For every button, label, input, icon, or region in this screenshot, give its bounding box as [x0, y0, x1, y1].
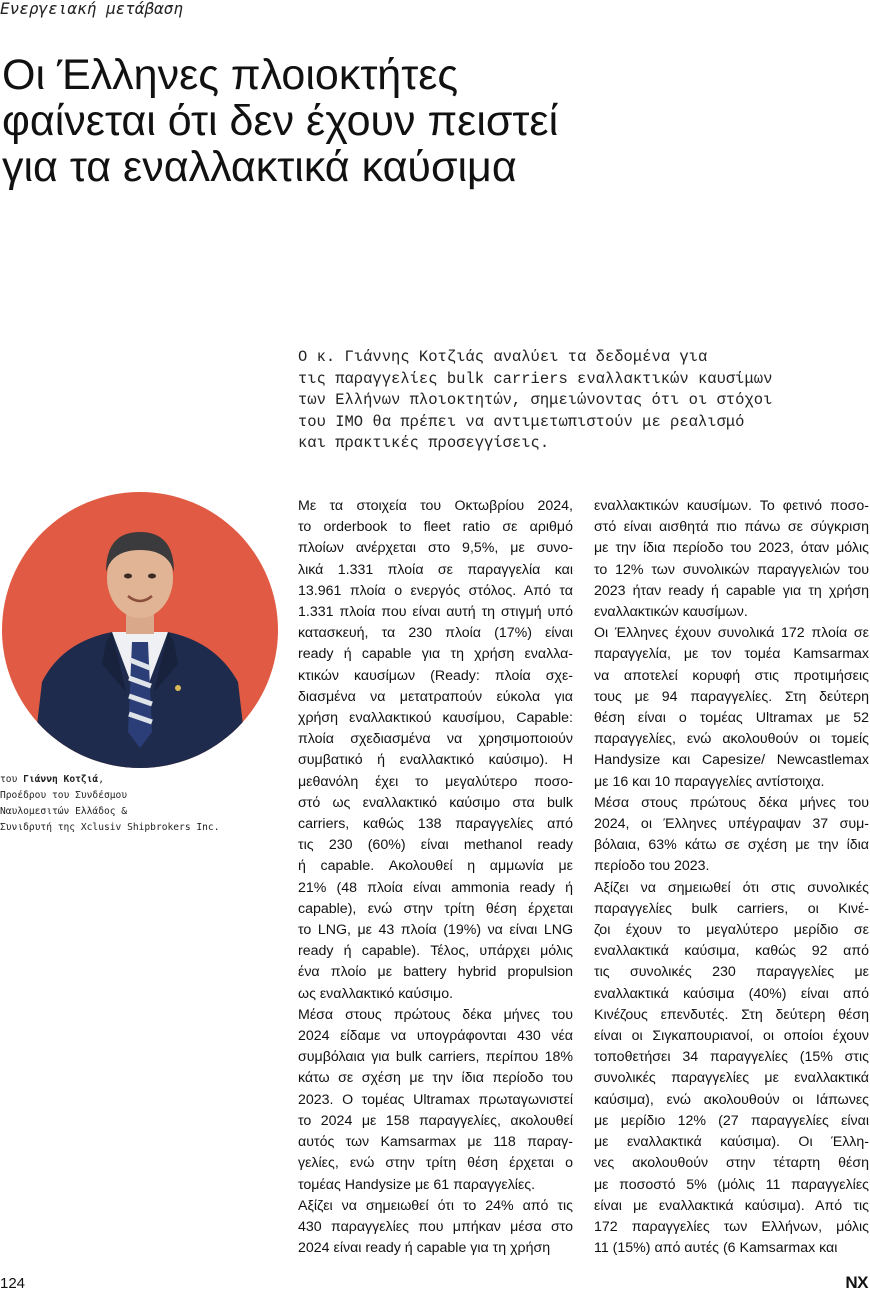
caption-role-line: Συνιδρυτή της Xclusiv Shipbrokers Inc.	[0, 822, 220, 833]
portrait-illustration	[2, 492, 278, 768]
body-text-line: γελίες, ενώ στην τρίτη θέση έρχεται ο	[298, 1155, 573, 1172]
body-text-line: νες ακολουθούν στην τέταρτη θέση	[594, 1155, 869, 1172]
caption-author-name: Γιάννη Κοτζιά	[23, 774, 99, 785]
article-headline	[2, 52, 862, 190]
lead-line: και πρακτικές προσεγγίσεις.	[298, 434, 550, 452]
body-text-line: 2023. Ο τομέας Ultramax πρωταγωνιστεί	[298, 1091, 573, 1108]
body-text-line: να αποτελεί κορυφή στις προτιμήσεις	[594, 667, 869, 684]
body-text-line: carriers, καθώς 138 παραγγελίες από	[298, 816, 573, 833]
body-text-line: συμβατικό ή εναλλακτικό καύσιμο). Η	[298, 752, 573, 769]
body-text-line: capable), ενώ στην τρίτη θέση έρχεται	[298, 900, 573, 917]
article-lead	[298, 347, 858, 455]
body-text-line: με 16 και 10 παραγγελίες αντίστοιχα.	[594, 773, 825, 790]
body-text-line: καύσιμα), ενώ ακολουθούν οι Ιάπωνες	[594, 1091, 869, 1108]
body-text-line: το 12% των συνολικών παραγγελιών του	[594, 561, 869, 578]
headline-line: φαίνεται ότι δεν έχουν πειστεί	[2, 97, 559, 145]
body-text-line: ως εναλλακτικό καύσιμο.	[298, 985, 454, 1002]
body-text-line: Κινέζους επενδυτές. Στη δεύτερη θέση	[594, 1006, 869, 1023]
article-column-right	[594, 496, 869, 1259]
body-text-line: Αξίζει να σημειωθεί ότι στις συνολικές	[594, 879, 869, 896]
body-text-line: κάτω σε σχέση με την ίδια περίοδο του	[298, 1070, 573, 1087]
body-text-line: συμβόλαια για bulk carriers, περίπου 18%	[298, 1049, 573, 1066]
body-text-line: πλοίων ανέρχεται στο 9,5%, με συνο-	[298, 540, 573, 557]
body-text-line: αυτός των Kamsarmax με 118 παραγ-	[298, 1134, 573, 1151]
body-text-line: 21% (48 πλοία είναι ammonia ready ή	[298, 879, 573, 896]
body-text-line: εναλλακτικά καύσιμα, καθώς 92 από	[594, 943, 869, 960]
lead-line: του IMO θα πρέπει να αντιμετωπιστούν με ρεαλισμό	[298, 412, 745, 431]
body-text-line: ζοι έχουν το μεγαλύτερο μερίδιο σε	[594, 922, 869, 939]
body-text-line: Με τα στοιχεία του Οκτωβρίου 2024,	[298, 498, 573, 514]
body-text-line: τις 230 (60%) είναι methanol ready	[298, 837, 573, 854]
body-text-line: κτικών καυσίμων (Ready: πλοία σχε-	[298, 667, 573, 684]
lead-line: των Ελλήνων πλοιοκτητών, σημειώνοντας ότι οι στόχοι	[298, 391, 773, 409]
article-column-left	[298, 496, 573, 1259]
caption-role-line: Ναυλομεσιτών Ελλάδος &	[0, 806, 128, 817]
lead-line: Ο κ. Γιάννης Κοτζιάς αναλύει τα δεδομένα για	[298, 348, 708, 366]
caption-prefix: του	[0, 774, 24, 785]
body-text-line: περίοδο του 2023.	[594, 858, 710, 875]
body-text-line: Handysize και Capesize/ Newcastlemax	[594, 752, 869, 769]
section-label: Ενεργειακή μετάβαση	[0, 0, 184, 18]
body-text-line: 11 (15%) από αυτές (6 Kamsarmax και	[594, 1240, 838, 1257]
body-text-line: εναλλακτικά καύσιμα (40%) είναι από	[594, 985, 869, 1002]
body-text-line: ready ή capable). Τέλος, υπάρχει μόλις	[298, 943, 573, 960]
body-text-line: παραγγελία, με τον τομέα Kamsarmax	[594, 646, 869, 663]
body-text-line: 13.961 πλοία ο ενεργός στόλος. Από τα	[298, 582, 573, 599]
body-text-line: 2023 ήταν ready ή capable για τη χρήση	[594, 582, 869, 599]
body-text-line: συνολικές παραγγελίες με εναλλακτικά	[594, 1070, 869, 1087]
body-text-line: ή capable. Ακολουθεί η αμμωνία με	[298, 858, 573, 875]
body-text-line: Οι Έλληνες έχουν συνολικά 172 πλοία σε	[594, 625, 869, 642]
body-text-line: με ποσοστό 5% (μόλις 11 παραγγελίες	[594, 1176, 869, 1193]
body-text-line: θέση είναι ο τομέας Ultramax με 52	[594, 710, 869, 727]
body-text-line: το orderbook to fleet ratio σε αριθμό	[298, 519, 573, 536]
caption-suffix: ,	[98, 774, 104, 785]
body-text-line: με μερίδιο 12% (27 παραγγελίες είναι	[594, 1112, 869, 1129]
body-text-line: πλοία σχεδιασμένα να χρησιμοποιούν	[298, 731, 573, 748]
body-text-line: τομέας Handysize με 61 παραγγελίες.	[298, 1176, 536, 1193]
body-text-line: λικά 1.331 πλοία σε παραγγελία και	[298, 561, 573, 578]
body-text-line: 430 παραγγελίες που μπήκαν μέσα στο	[298, 1218, 573, 1235]
body-text-line: τους με 94 παραγγελίες. Στη δεύτερη	[594, 688, 869, 705]
body-text-line: Μέσα στους πρώτους δέκα μήνες του	[594, 794, 869, 811]
body-text-line: Μέσα στους πρώτους δέκα μήνες του	[298, 1006, 573, 1023]
body-text-line: μεθανόλη έχει το μεγαλύτερο ποσο-	[298, 773, 573, 790]
body-text-line: παραγγελίες, ενώ ακολουθούν οι τομείς	[594, 731, 869, 748]
body-text-line: 2024 είναι ready ή capable για τη χρήση	[298, 1240, 551, 1257]
body-text-line: εναλλακτικών καυσίμων. Το φετινό ποσο-	[594, 498, 869, 514]
body-text-line: κατασκευή, τα 230 πλοία (17%) είναι	[298, 625, 573, 642]
body-text-line: με την ίδια περίοδο του 2023, όταν μόλις	[594, 540, 869, 557]
body-text-line: στό ως εναλλακτικό καύσιμο στα bulk	[298, 794, 573, 811]
body-text-line: τοποθετήσει 34 παραγγελίες (15% στις	[594, 1049, 869, 1066]
caption-role-line: Προέδρου του Συνδέσμου	[0, 790, 128, 801]
body-text-line: εναλλακτικών καυσίμων.	[594, 604, 748, 621]
body-text-line: παραγγελίες bulk carriers, οι Κινέ-	[594, 900, 869, 917]
body-text-line: ένα πλοίο με battery hybrid propulsion	[298, 964, 573, 981]
body-text-line: διασμένα να μετατραπούν εύκολα για	[298, 688, 573, 705]
body-text-line: στό είναι αισθητά πιο πάνω σε σύγκριση	[594, 519, 869, 536]
body-text-line: 2024 είδαμε να υπογράφονται 430 νέα	[298, 1028, 573, 1045]
page-number: 124	[0, 1275, 26, 1292]
body-text-line: χρήση εναλλακτικού καυσίμου, Capable:	[298, 710, 573, 727]
headline-line: για τα εναλλακτικά καύσιμα	[2, 143, 517, 191]
body-text-line: το 2024 με 158 παραγγελίες, ακολουθεί	[298, 1112, 573, 1129]
body-text-line: βόλαια, 63% κάτω σε σχέση με την ίδια	[594, 837, 869, 854]
brand-logo: NX	[845, 1273, 868, 1292]
body-text-line: τις συνολικές 230 παραγγελίες με	[594, 964, 869, 981]
body-text-line: 172 παραγγελίες των Ελλήνων, μόλις	[594, 1218, 869, 1235]
lead-line: τις παραγγελίες bulk carriers εναλλακτικών καυσίμων	[298, 369, 773, 388]
portrait-caption	[0, 772, 270, 836]
body-text-line: 2024, οι Έλληνες υπέγραψαν 37 συμ-	[594, 816, 869, 833]
body-text-line: το LNG, με 43 πλοία (19%) να είναι LNG	[298, 922, 573, 939]
body-text-line: είναι οι Σιγκαπουριανοί, οι οποίοι έχουν	[594, 1028, 869, 1045]
headline-line: Οι Έλληνες πλοιοκτήτες	[2, 51, 459, 99]
body-text-line: είναι με εναλλακτικά καύσιμα). Από τις	[594, 1197, 869, 1214]
caption-author-line	[0, 772, 270, 788]
body-text-line: 1.331 πλοία που είναι αυτή τη στιγμή υπό	[298, 604, 573, 621]
body-text-line: ready ή capable για τη χρήση εναλλα-	[298, 646, 573, 663]
body-text-line: με εναλλακτικά καύσιμα). Οι Έλλη-	[594, 1134, 869, 1151]
body-text-line: Αξίζει να σημειωθεί ότι το 24% από τις	[298, 1197, 573, 1214]
author-portrait	[2, 492, 278, 768]
